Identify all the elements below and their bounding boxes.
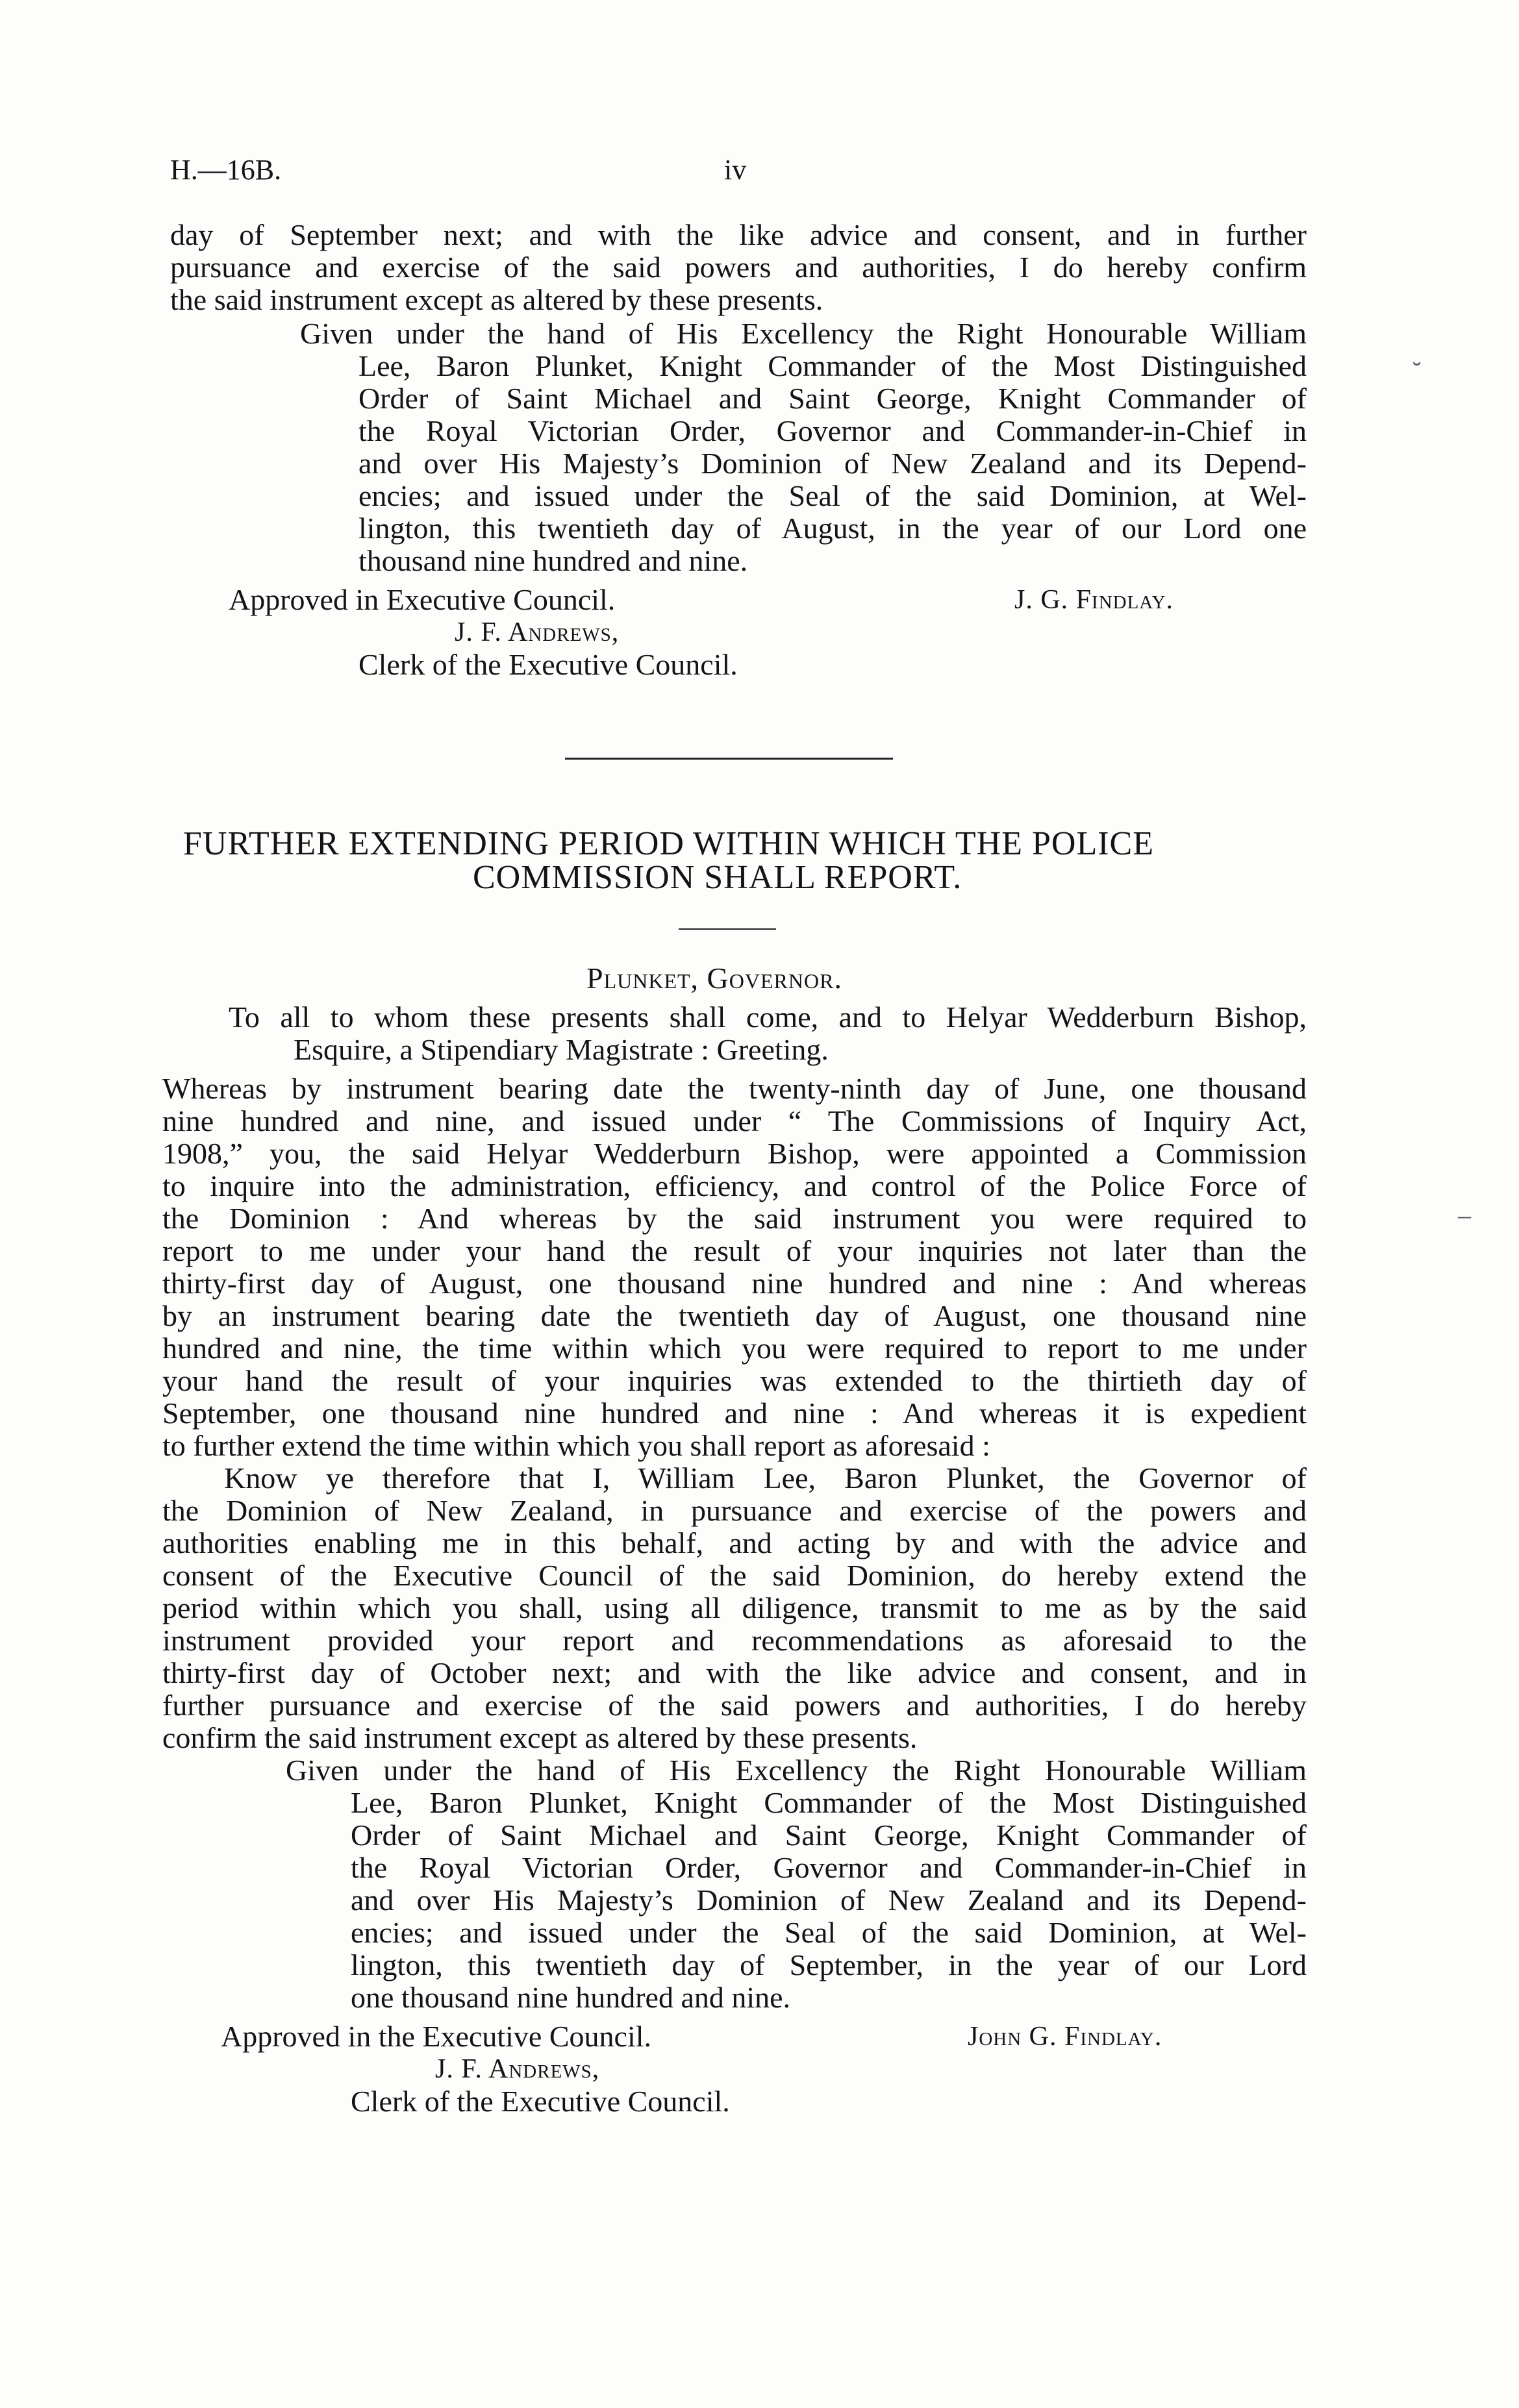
scan-mark: ˘ [1412,356,1422,386]
section2-clerk-name: J. F. Andrews, [435,2054,600,2084]
know-line: instrument provided your report and recommendations as aforesaid to the [162,1624,1307,1657]
section1-given-line: thousand nine hundred and nine. [358,544,748,577]
whereas-line: by an instrument bearing date the twentieth day of August, one thousand nine [162,1299,1307,1332]
page-reference: H.—16B. [170,154,282,186]
section1-given-line: Order of Saint Michael and Saint George, Knight Commander of [358,382,1307,415]
know-line: period within which you shall, using all diligence, transmit to me as by the said [162,1591,1307,1624]
section2-given-line: Order of Saint Michael and Saint George, Knight Commander of [351,1818,1307,1852]
know-line: authorities enabling me in this behalf, and acting by and with the advice and [162,1526,1307,1559]
whereas-line: Whereas by instrument bearing date the twenty-ninth day of June, one thousand [162,1072,1307,1105]
know-line: thirty-first day of October next; and with the like advice and consent, and in [162,1656,1307,1689]
address-line: To all to whom these presents shall come, and to Helyar Wedderburn Bishop, [229,1000,1307,1034]
section1-given-line: the Royal Victorian Order, Governor and Commander-in-Chief in [358,414,1307,447]
section2-signatory: John G. Findlay. [968,2022,1162,2052]
whereas-line: thirty-first day of August, one thousand nine hundred and nine : And whereas [162,1267,1307,1300]
whereas-line: the Dominion : And whereas by the said instrument you were required to [162,1202,1307,1235]
know-line: the Dominion of New Zealand, in pursuance and exercise of the powers and [162,1494,1307,1527]
scan-mark: ‒ [1458,1200,1471,1230]
title-underline [679,928,776,930]
section2-title: FURTHER EXTENDING PERIOD WITHIN WHICH THE POLICE [183,825,1154,862]
section2-given-line: and over His Majesty’s Dominion of New Zealand and its Depend- [351,1883,1307,1917]
whereas-line: 1908,” you, the said Helyar Wedderburn Bishop, were appointed a Commission [162,1137,1307,1170]
whereas-line: to further extend the time within which you shall report as aforesaid : [162,1429,990,1462]
section1-text-line: pursuance and exercise of the said powers and authorities, I do hereby confirm [170,251,1307,284]
section2-given-line: the Royal Victorian Order, Governor and Commander-in-Chief in [351,1851,1307,1884]
section2-given-line: lington, this twentieth day of September, in the year of our Lord [351,1948,1307,1981]
know-line: further pursuance and exercise of the said powers and authorities, I do hereby [162,1689,1307,1722]
section1-given-line: lington, this twentieth day of August, in the year of our Lord one [358,512,1307,545]
section1-signatory: J. G. Findlay. [1014,585,1174,615]
section2-given-line: Given under the hand of His Excellency the Right Honourable William [286,1754,1307,1787]
whereas-line: September, one thousand nine hundred and nine : And whereas it is expedient [162,1396,1307,1430]
page-number: iv [724,154,747,186]
whereas-line: report to me under your hand the result of your inquiries not later than the [162,1234,1307,1267]
section1-approved: Approved in Executive Council. [229,583,616,616]
section2-approved: Approved in the Executive Council. [221,2020,652,2053]
section1-text-line: the said instrument except as altered by these presents. [170,283,823,316]
section1-given-line: encies; and issued under the Seal of the said Dominion, at Wel- [358,479,1307,512]
section1-given-line: Given under the hand of His Excellency the Right Honourable William [300,317,1307,350]
section1-given-line: and over His Majesty’s Dominion of New Zealand and its Depend- [358,447,1307,480]
section2-given-line: encies; and issued under the Seal of the said Dominion, at Wel- [351,1916,1307,1949]
know-line: consent of the Executive Council of the said Dominion, do hereby extend the [162,1559,1307,1592]
know-line: confirm the said instrument except as altered by these presents. [162,1721,918,1754]
whereas-line: hundred and nine, the time within which you were required to report to me under [162,1332,1307,1365]
section1-clerk-name: J. F. Andrews, [455,617,620,647]
section2-clerk-title: Clerk of the Executive Council. [351,2085,730,2118]
section1-text-line: day of September next; and with the like advice and consent, and in further [170,218,1307,251]
section2-given-line: Lee, Baron Plunket, Knight Commander of the Most Distinguished [351,1786,1307,1819]
address-line: Esquire, a Stipendiary Magistrate : Greeting. [294,1033,829,1066]
governor-line: Plunket, Governor. [586,962,842,995]
section2-title-line2: COMMISSION SHALL REPORT. [473,859,962,896]
section1-clerk-title: Clerk of the Executive Council. [358,648,738,681]
whereas-line: to inquire into the administration, efficiency, and control of the Police Force of [162,1169,1307,1202]
section-divider [565,758,893,760]
section2-given-line: one thousand nine hundred and nine. [351,1981,791,2014]
know-line: Know ye therefore that I, William Lee, Baron Plunket, the Governor of [224,1461,1307,1495]
whereas-line: nine hundred and nine, and issued under “ The Commissions of Inquiry Act, [162,1104,1307,1137]
whereas-line: your hand the result of your inquiries was extended to the thirtieth day of [162,1364,1307,1397]
section1-given-line: Lee, Baron Plunket, Knight Commander of the Most Distinguished [358,349,1307,382]
